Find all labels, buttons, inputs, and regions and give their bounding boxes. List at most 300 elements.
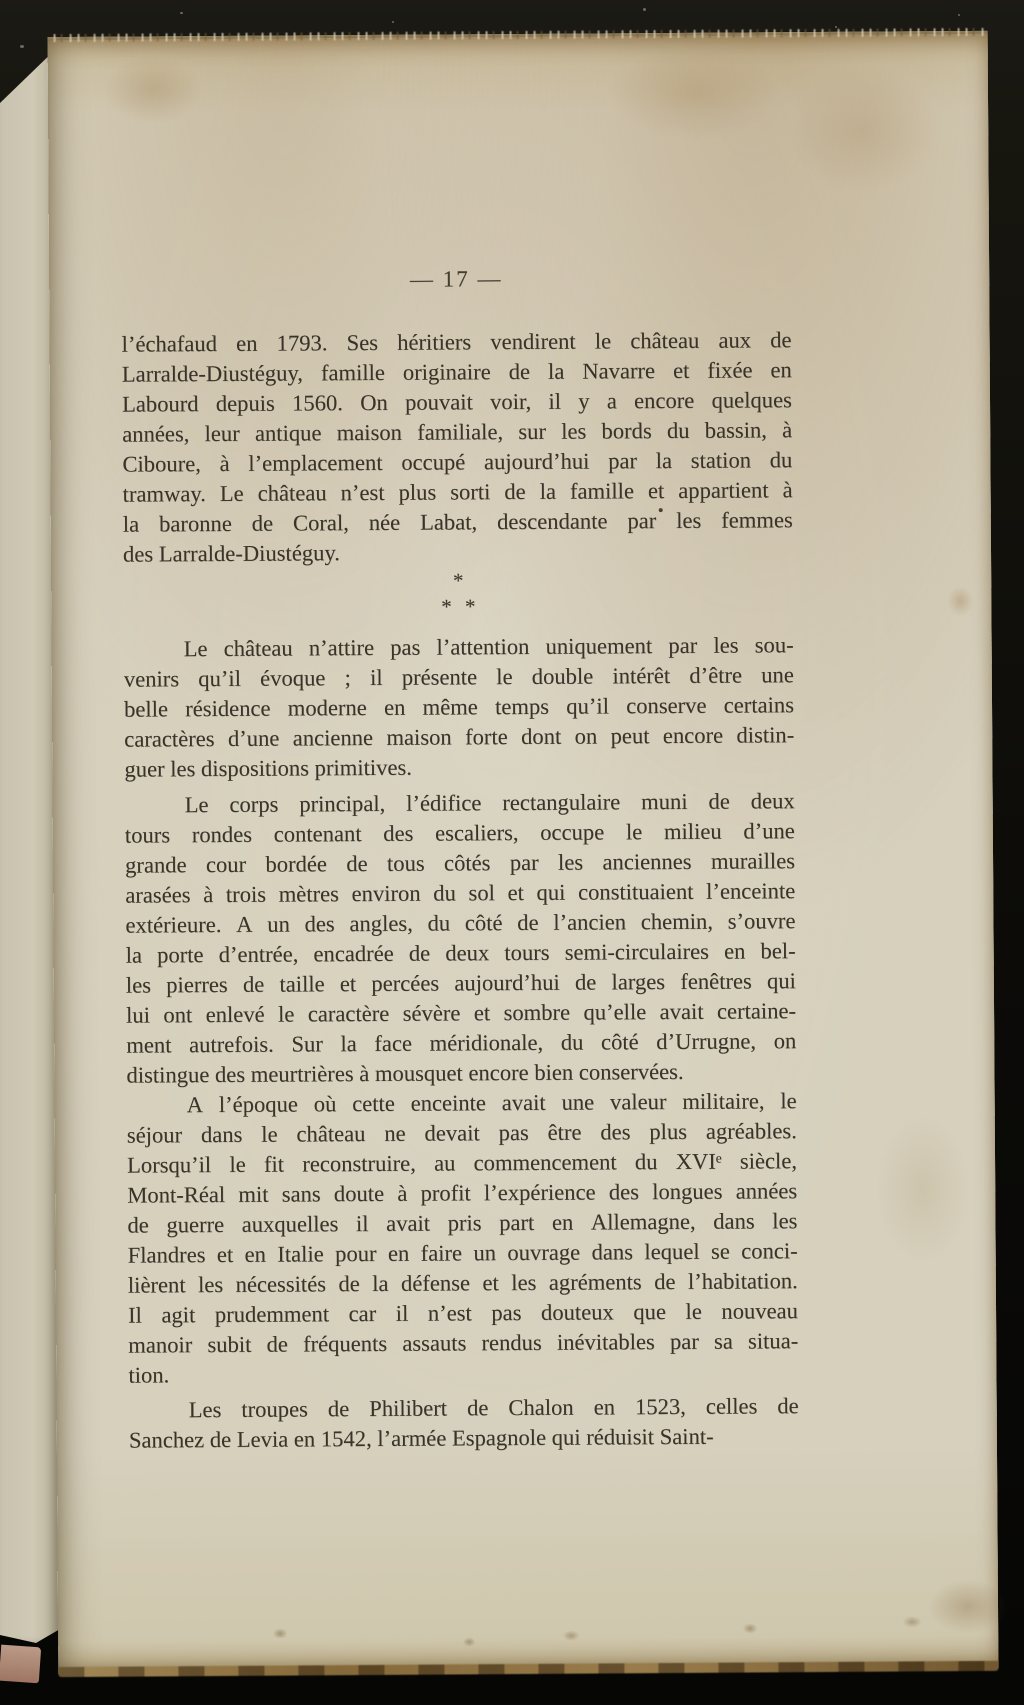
word: longues (652, 1178, 723, 1205)
text-line (125, 786, 795, 820)
word: le (594, 328, 612, 354)
word: de (266, 1331, 288, 1357)
text-line (123, 505, 793, 539)
stain (463, 1637, 475, 1646)
word: il (355, 1211, 369, 1237)
stain (563, 1631, 579, 1641)
word: corps (229, 791, 279, 817)
word: leur (204, 420, 240, 447)
text-line (125, 876, 795, 910)
word: Chalon (508, 1394, 574, 1421)
word: subit (207, 1331, 252, 1358)
paragraph (125, 786, 797, 1090)
word: où (313, 1091, 337, 1117)
word: Allemagne, (590, 1208, 696, 1235)
word: le (625, 819, 643, 845)
word: tours (504, 939, 550, 966)
word: on (773, 1028, 797, 1054)
word: qu’il (198, 665, 242, 692)
word: un (267, 911, 290, 937)
word: n’est (340, 479, 385, 506)
word: pouvait (404, 389, 473, 415)
word: et (507, 879, 524, 906)
word: autrefois. (188, 1031, 274, 1058)
word: dans (713, 1208, 755, 1234)
text-line (127, 1116, 797, 1150)
word: sombre (503, 999, 571, 1026)
text-line (123, 475, 793, 509)
word: plus (649, 1118, 688, 1145)
word: du (433, 880, 456, 906)
word: aux (718, 327, 752, 353)
word: avait (386, 1210, 431, 1236)
word: occupe (540, 819, 605, 845)
word: belle (123, 696, 169, 722)
stain (788, 64, 939, 195)
text-line (122, 415, 792, 449)
paragraph (129, 1391, 799, 1455)
text-line (128, 1296, 798, 1330)
text-line (126, 996, 796, 1030)
word: il (395, 1300, 409, 1326)
word: constituaient (577, 878, 694, 905)
word: années, (122, 421, 190, 447)
word: guerre (166, 1211, 225, 1238)
word: d’entrée, (218, 941, 299, 968)
word: l’attention (436, 633, 530, 660)
stain (928, 1579, 1008, 1635)
word: forte (464, 724, 508, 750)
word: a (606, 388, 617, 414)
word: double (531, 663, 594, 689)
word: agréables. (705, 1118, 797, 1144)
word: séjour (126, 1122, 183, 1148)
word: les (557, 849, 584, 875)
word: la (122, 511, 140, 537)
word: ment (126, 1032, 172, 1058)
word: côté (600, 1029, 639, 1055)
word: les (511, 1269, 537, 1296)
word: les (125, 972, 152, 998)
paragraph (127, 1086, 799, 1390)
word: s’ouvre (727, 908, 796, 934)
word: aujourd’hui (483, 448, 590, 475)
word: de (327, 1396, 350, 1422)
word: on (574, 723, 598, 749)
word: nécessités (235, 1271, 327, 1297)
word: temps (494, 693, 550, 720)
word: pas (498, 1119, 529, 1146)
word: résidence (185, 695, 271, 722)
word: Le (184, 792, 209, 818)
word: en (593, 1394, 616, 1420)
word: plus (398, 479, 437, 505)
word: à (219, 450, 230, 477)
word: de (251, 510, 274, 536)
word: bassin, (704, 417, 767, 443)
word: Lorsqu’il (126, 1152, 212, 1178)
word: agréments (548, 1269, 642, 1295)
word: dans (591, 1239, 634, 1265)
word: siècle, (739, 1148, 798, 1174)
word: même (422, 694, 478, 720)
asterism-row: * * (441, 594, 476, 619)
word: Labat, (419, 509, 478, 535)
word: moderne (287, 695, 367, 721)
word: lui (125, 1002, 151, 1028)
word: milieu (663, 818, 722, 845)
word: qu’il (566, 693, 610, 719)
word: château (223, 635, 293, 661)
word: valeur (609, 1089, 667, 1115)
text-line: guer les dispositions primitives. (124, 754, 412, 782)
word: sur (518, 418, 547, 445)
word: celles (705, 1393, 758, 1419)
word: uniquement (545, 633, 653, 659)
word: aujourd’hui (454, 969, 560, 996)
word: que (633, 1299, 667, 1325)
word: de (654, 1268, 676, 1295)
word: semi-circulaires (564, 938, 710, 965)
word: profit (420, 1180, 471, 1206)
word: de (517, 909, 539, 936)
word: en (723, 938, 746, 964)
word: murailles (710, 848, 796, 874)
word: principal, (299, 790, 386, 817)
word: dont (520, 723, 562, 750)
word: l’édifice (406, 790, 482, 816)
word: de (408, 940, 431, 966)
word: présente (401, 664, 478, 690)
word: contenant (273, 821, 362, 847)
word: maison (336, 419, 403, 446)
word: descendante (496, 508, 608, 535)
word: voir, (489, 388, 532, 415)
word: d’être (689, 662, 743, 688)
word: les (676, 507, 702, 533)
word: encadrée (313, 940, 394, 967)
text-line (128, 1236, 798, 1270)
word: Le (219, 480, 244, 507)
word: pierres (166, 971, 228, 998)
word: rendus (481, 1329, 542, 1356)
word: en (387, 1240, 410, 1266)
word: et (482, 1270, 499, 1296)
word: les (197, 1271, 224, 1298)
word: et (647, 478, 665, 504)
word: Ses (346, 329, 379, 356)
word: angles, (349, 910, 413, 937)
word: le (229, 1151, 246, 1177)
word: extérieure. (125, 912, 222, 938)
word: Les (188, 1397, 222, 1423)
word: Flandres (127, 1242, 206, 1268)
word: l’échafaud (121, 331, 218, 357)
word: l’emplacement (248, 449, 383, 476)
word: Mont-Réal (127, 1181, 226, 1208)
word: ; (344, 665, 351, 691)
word: auxquelles (241, 1211, 339, 1237)
word: sévère (402, 1000, 461, 1026)
word: méridionale, (429, 1029, 544, 1056)
word: pas (491, 1300, 522, 1326)
word: l’enceinte (706, 878, 796, 904)
word: fixée (707, 357, 753, 383)
word: peut (610, 723, 650, 749)
word: 1523, (634, 1393, 686, 1420)
word: distin- (736, 722, 795, 748)
word: cour (205, 851, 247, 878)
word: des (608, 1179, 640, 1205)
asterism-row: * (452, 568, 464, 593)
text-line: Sanchez de Levia en 1542, l’armée Espagnole qui réduisit Saint- (128, 1423, 714, 1453)
word: d’une (743, 818, 795, 844)
word: deux (750, 788, 795, 814)
dust-speck (835, 26, 837, 28)
word: Sur (291, 1031, 323, 1057)
word: par (608, 448, 638, 474)
word: tours (124, 822, 171, 848)
word: du (634, 1149, 658, 1175)
dust-speck (180, 12, 183, 14)
word: situa- (747, 1328, 799, 1354)
word: enlevé (205, 1001, 265, 1028)
word: sou- (754, 632, 794, 658)
word: Coral, (292, 510, 349, 536)
word: par (668, 632, 698, 659)
word: par (509, 849, 539, 876)
word: par (669, 1328, 699, 1355)
word: On (360, 389, 388, 416)
word: lièrent (127, 1272, 186, 1298)
word: assauts (402, 1330, 467, 1356)
text-line (124, 720, 794, 754)
dust-speck (20, 45, 24, 48)
word: pas (390, 634, 421, 660)
word: escaliers, (434, 820, 519, 846)
word: y (578, 388, 590, 414)
word: pour (335, 1240, 377, 1267)
word: la (539, 478, 557, 504)
word: Italie (277, 1241, 324, 1267)
word: être (547, 1119, 582, 1145)
word: de (777, 1393, 799, 1419)
word: avait (659, 998, 704, 1025)
word: trois (225, 881, 267, 907)
word: rondes (191, 821, 253, 848)
stain (743, 1623, 757, 1633)
word: qui (536, 879, 566, 905)
word: le (261, 1121, 278, 1147)
word: Ciboure, (122, 451, 201, 477)
word: en (770, 357, 792, 383)
word: caractères (124, 726, 215, 752)
text-line (122, 385, 792, 419)
word: en (244, 1241, 266, 1267)
word: manoir (128, 1332, 193, 1358)
word: et (473, 1000, 491, 1026)
word: de (574, 969, 597, 995)
word: il (548, 388, 562, 414)
word: sorti (450, 479, 491, 505)
word: faire (420, 1240, 463, 1266)
word: rectangulaire (502, 789, 621, 816)
word: antique (254, 420, 322, 446)
word: avait (501, 1089, 546, 1116)
word: n’est (427, 1300, 472, 1326)
word: venirs (123, 666, 180, 692)
word: un (473, 1240, 497, 1266)
text-line (128, 1326, 798, 1360)
word: sol (468, 880, 495, 906)
word: l’ancien (553, 909, 627, 935)
word: ancienne (292, 724, 374, 751)
word: douteux (540, 1299, 614, 1325)
word: sa (713, 1328, 733, 1354)
word: famille (569, 478, 635, 504)
stain (903, 1616, 921, 1627)
word: enceinte (410, 1090, 486, 1116)
word: l’habitation. (687, 1268, 798, 1294)
word: à (782, 417, 793, 443)
word: mit (238, 1181, 269, 1207)
word: née (368, 509, 401, 536)
word: des (600, 1119, 631, 1145)
word: le (496, 664, 513, 690)
word: les (561, 418, 587, 444)
word: en (551, 1209, 574, 1235)
word: A (186, 1092, 204, 1118)
text-line (129, 1391, 799, 1425)
word: de (242, 971, 265, 997)
word: de (708, 788, 730, 814)
text-line (126, 936, 796, 970)
lower-page-corner (0, 1645, 41, 1684)
word: en (383, 694, 406, 720)
word: côté (464, 910, 503, 936)
word: dans (200, 1121, 243, 1148)
word: certaine- (716, 998, 797, 1024)
word: le (277, 1001, 295, 1027)
word: bordée (265, 851, 327, 877)
paragraph (122, 325, 794, 569)
word: de (127, 1212, 149, 1238)
word: famille (320, 359, 385, 386)
word: à (397, 1180, 408, 1206)
word: part (499, 1209, 535, 1236)
word: la (372, 1270, 389, 1297)
word: du (560, 1029, 584, 1055)
text-line (125, 846, 795, 880)
word: château (630, 327, 700, 354)
text-line (127, 1086, 797, 1120)
paragraph (124, 630, 795, 784)
word: du (666, 417, 690, 444)
word: Labourd (121, 391, 199, 417)
word: Philibert (369, 1395, 448, 1422)
word: agit (161, 1302, 196, 1328)
stain (608, 45, 779, 141)
text-line (127, 1176, 797, 1210)
page-number: — 17 — (409, 266, 503, 292)
word: d’une (227, 725, 280, 751)
word: côtés (443, 850, 491, 876)
word: ont (163, 1002, 193, 1028)
word: baronne (158, 510, 232, 537)
word: château (296, 1121, 366, 1147)
word: il (369, 664, 383, 691)
word: des (304, 911, 335, 937)
word: à (203, 882, 214, 908)
word: tramway. (122, 481, 206, 507)
text-line (122, 325, 792, 359)
word: du (769, 447, 793, 473)
word: l’expérience (483, 1179, 596, 1206)
text-line: tion. (128, 1362, 170, 1388)
word: mètres (278, 881, 339, 907)
text-line (127, 1206, 797, 1240)
text-line (126, 1026, 796, 1060)
word: 1793. (276, 330, 328, 356)
text-line (128, 1266, 798, 1300)
word: devait (424, 1120, 480, 1146)
text-line (127, 1146, 797, 1180)
word: Navarre (582, 358, 656, 384)
word: ne (384, 1120, 406, 1146)
text-column (121, 264, 799, 1455)
word: château (257, 480, 327, 506)
dust-speck (958, 14, 960, 16)
section-separator (123, 565, 793, 621)
word: muni (641, 788, 688, 815)
dust-speck (392, 21, 394, 23)
word: bords (601, 418, 652, 444)
word: qui (766, 968, 796, 994)
word: fenêtres (680, 968, 752, 994)
word: familiale, (417, 419, 504, 445)
word: le (780, 1088, 797, 1114)
word: station (690, 447, 752, 473)
word: l’époque (218, 1091, 298, 1118)
word: les (772, 1208, 798, 1234)
word: bel- (760, 938, 796, 964)
word: de (504, 478, 526, 505)
word: deux (445, 940, 490, 966)
dust-speck (643, 8, 646, 11)
word: défense (400, 1270, 471, 1296)
word: fréquents (302, 1330, 388, 1357)
word: la (547, 358, 565, 384)
word: encore (634, 387, 695, 414)
text-line (124, 630, 794, 664)
word: tous (386, 850, 425, 876)
text-line: distingue des meurtrières à mousquet encore bien conservées. (126, 1058, 684, 1088)
word: doute (333, 1180, 385, 1207)
word: arasées (125, 882, 191, 908)
word: environ (351, 880, 421, 907)
text-line (124, 660, 794, 694)
word: de (338, 1271, 360, 1297)
text-line (125, 906, 795, 940)
book-page (48, 31, 999, 1674)
word: certains (723, 692, 795, 718)
word: et (216, 1241, 234, 1268)
text-line (122, 355, 792, 389)
word: de (466, 1395, 489, 1421)
word: qu’elle (583, 999, 647, 1025)
word: la (340, 1031, 357, 1057)
word: des (383, 820, 414, 846)
